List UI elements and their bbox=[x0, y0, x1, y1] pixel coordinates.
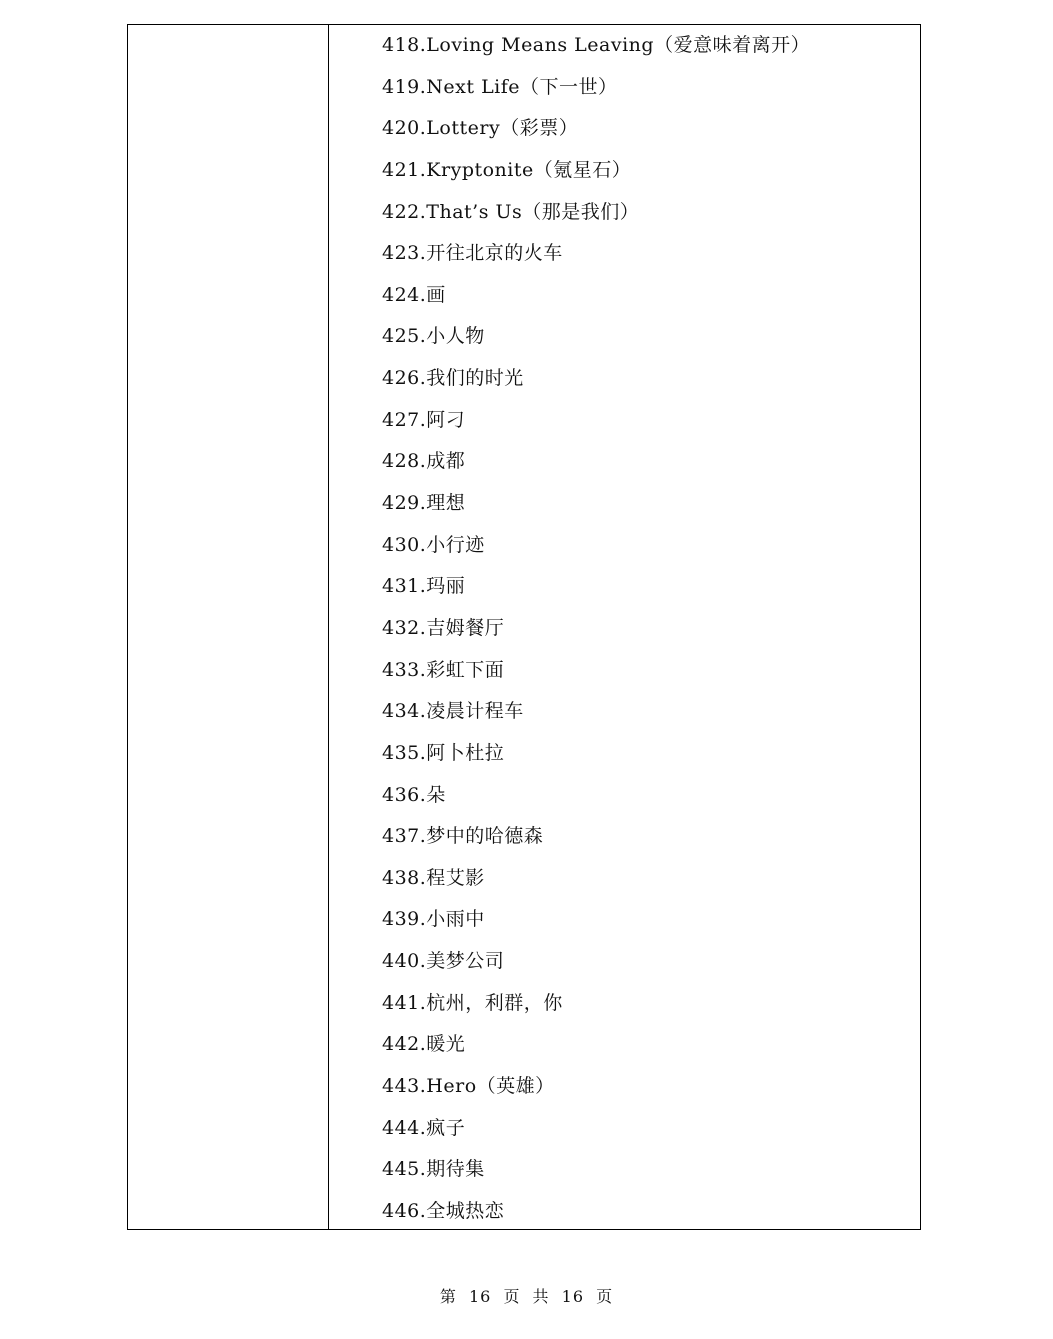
list-item: 436.朵 bbox=[382, 783, 446, 806]
list-item: 430.小行迹 bbox=[382, 533, 485, 556]
list-item: 429.理想 bbox=[382, 492, 466, 515]
list-item: 443.Hero（英雄） bbox=[382, 1075, 555, 1098]
list-item: 439.小雨中 bbox=[382, 908, 485, 931]
table-right-cell bbox=[329, 25, 920, 1229]
list-item: 440.美梦公司 bbox=[382, 950, 505, 973]
list-item: 423.开往北京的火车 bbox=[382, 242, 563, 265]
list-item: 435.阿卜杜拉 bbox=[382, 741, 505, 764]
page-label-gong: 共 bbox=[532, 1287, 550, 1306]
list-item: 437.梦中的哈德森 bbox=[382, 825, 544, 848]
list-item: 446.全城热恋 bbox=[382, 1199, 505, 1222]
list-item: 427.阿刁 bbox=[382, 408, 466, 431]
list-item: 433.彩虹下面 bbox=[382, 658, 505, 681]
list-item: 432.吉姆餐厅 bbox=[382, 616, 505, 639]
list-item: 420.Lottery（彩票） bbox=[382, 117, 579, 140]
page-footer bbox=[0, 1284, 1053, 1307]
list-item: 445.期待集 bbox=[382, 1158, 485, 1181]
list-item: 419.Next Life（下一世） bbox=[382, 75, 618, 98]
list-item: 441.杭州，利群，你 bbox=[382, 991, 563, 1014]
list-item: 421.Kryptonite（氪星石） bbox=[382, 158, 632, 181]
table-left-cell bbox=[128, 25, 328, 1229]
list-item: 442.暖光 bbox=[382, 1033, 466, 1056]
song-list bbox=[382, 25, 810, 1233]
list-item: 431.玛丽 bbox=[382, 575, 466, 598]
page-label-ye: 页 bbox=[503, 1287, 521, 1306]
page-label-ye: 页 bbox=[596, 1287, 614, 1306]
list-item: 418.Loving Means Leaving（爱意味着离开） bbox=[382, 34, 811, 56]
list-item: 444.疯子 bbox=[382, 1116, 466, 1139]
list-item: 426.我们的时光 bbox=[382, 367, 524, 390]
page-label-di: 第 bbox=[439, 1287, 457, 1306]
list-item: 428.成都 bbox=[382, 450, 466, 473]
song-table bbox=[127, 24, 921, 1230]
list-item: 434.凌晨计程车 bbox=[382, 700, 524, 723]
list-item: 422.That’s Us（那是我们） bbox=[382, 200, 640, 223]
list-item: 424.画 bbox=[382, 283, 446, 306]
current-page-number: 16 bbox=[468, 1287, 492, 1306]
total-page-number: 16 bbox=[561, 1287, 585, 1306]
list-item: 425.小人物 bbox=[382, 325, 485, 348]
list-item: 438.程艾影 bbox=[382, 866, 485, 889]
